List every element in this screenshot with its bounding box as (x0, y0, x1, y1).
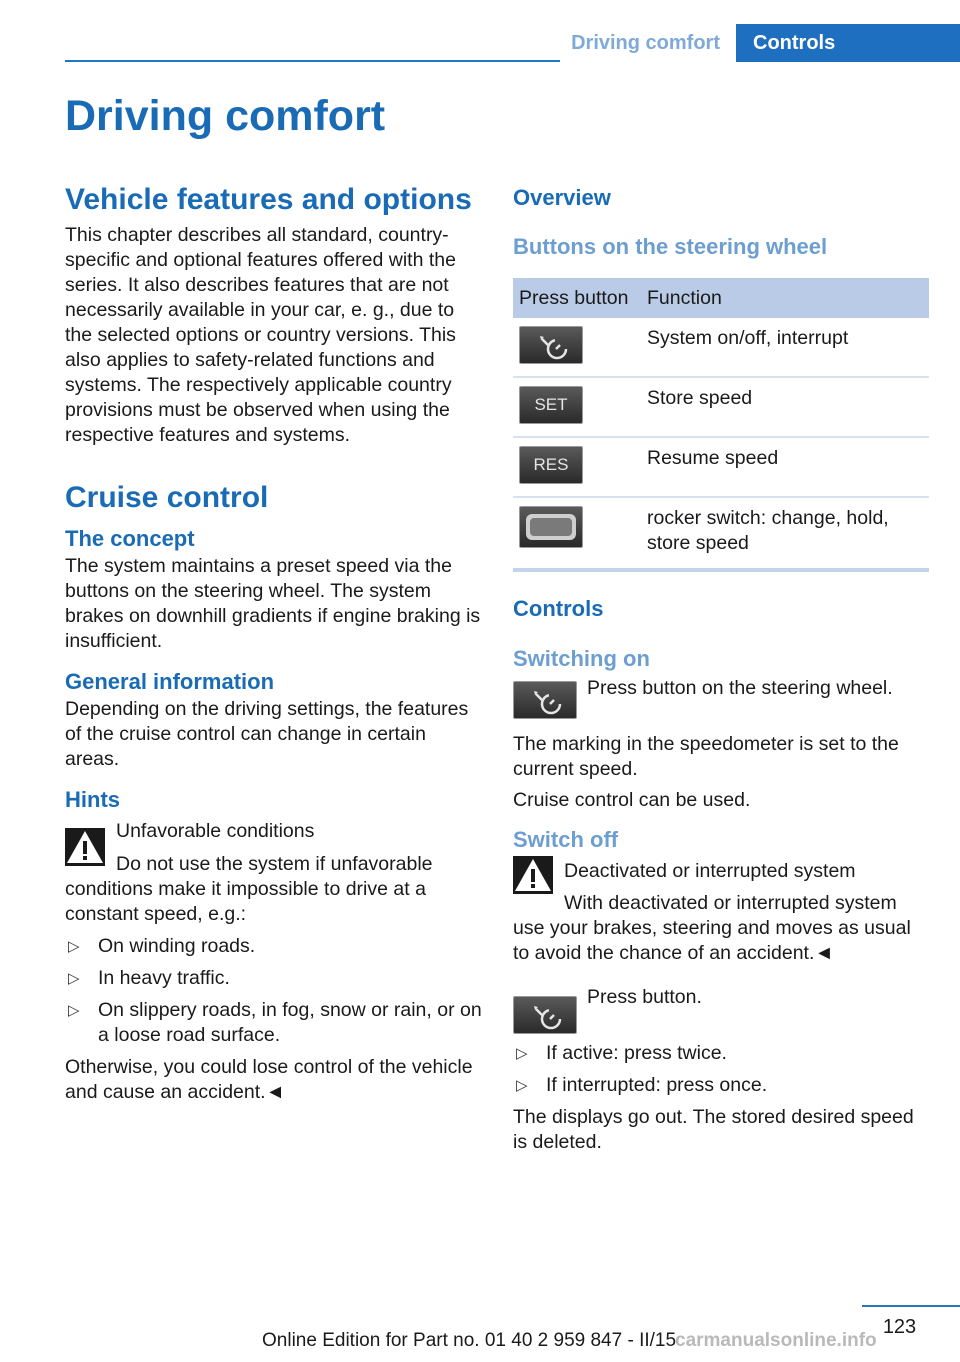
cruise-control-button-icon (519, 326, 583, 364)
cruise-control-button-icon (513, 996, 577, 1034)
table-row (513, 497, 929, 570)
page-number: 123 (882, 1316, 917, 1338)
vehicle-features-heading: Vehicle features and options (65, 183, 472, 216)
function-cell: rocker switch: change, hold, store speed (641, 497, 929, 570)
warning-text-continued: use your brakes, steering and moves as usual to avoid the chance of an accident.◄ (513, 917, 911, 964)
marking-text: The marking in the speedometer is set to the current speed. (513, 733, 899, 780)
list-item: ▷ If interrupted: press once. (516, 1074, 768, 1096)
edition-note: Online Edition for Part no. 01 40 2 959 847 - II/15 (262, 1330, 677, 1351)
right-column (513, 180, 929, 1155)
warning-text-continued: conditions make it impossible to drive at a constant speed, e.g.: (65, 878, 426, 925)
cruise-control-heading: Cruise control (65, 481, 269, 514)
warning-triangle-icon (65, 828, 105, 871)
column-header-function: Function (641, 278, 929, 318)
buttons-table (513, 278, 929, 572)
bullet-triangle-icon: ▷ (68, 1002, 80, 1019)
steering-buttons-heading: Buttons on the steering wheel (513, 234, 828, 259)
warning-title: Deactivated or interrupted system (564, 860, 856, 882)
function-cell: System on/off, interrupt (641, 318, 929, 377)
table-row (513, 437, 929, 497)
table-header-row (513, 278, 929, 318)
vehicle-features-text: This chapter describes all standard, country-specific and optional features offered with the series. It also describes features that are not necessarily available in your car, e. g., due to the selected options or country versions. This also applies to safety-related functions and systems. The respectively applicable country provisions must be observed when using the respective features and systems. (65, 224, 456, 446)
warning-block (513, 859, 929, 966)
column-header-press-button: Press button (513, 278, 641, 318)
breadcrumb-chapter-tab[interactable]: Controls (736, 24, 960, 62)
res-button-icon: RES (519, 446, 583, 484)
press-button-text: Press button. (587, 986, 702, 1008)
list-item: ▷ On winding roads. (68, 935, 256, 957)
breadcrumb-section[interactable]: Driving comfort (560, 24, 736, 62)
warning-triangle-icon (513, 856, 553, 899)
table-row (513, 318, 929, 377)
watermark: carmanualsonline.info (675, 1330, 877, 1351)
set-button-icon: SET (519, 386, 583, 424)
hints-heading: Hints (65, 787, 120, 812)
switch-off-list (513, 1041, 929, 1098)
switching-on-row (513, 676, 929, 722)
press-button-row (513, 985, 929, 1031)
warning-title: Unfavorable conditions (116, 820, 315, 842)
footer-rule (862, 1305, 960, 1307)
rocker-switch-icon (519, 506, 583, 548)
table-row (513, 377, 929, 437)
warning-block (65, 819, 483, 927)
bullet-triangle-icon: ▷ (68, 938, 80, 955)
list-item: ▷ In heavy traffic. (68, 967, 230, 989)
cruise-control-button-icon (513, 681, 577, 719)
bullet-triangle-icon: ▷ (68, 970, 80, 987)
function-cell: Store speed (641, 377, 929, 437)
accident-warning-text: Otherwise, you could lose control of the vehicle and cause an accident.◄ (65, 1056, 473, 1103)
switching-on-text: Press button on the steering wheel. (587, 677, 893, 699)
bullet-triangle-icon: ▷ (516, 1077, 528, 1094)
controls-heading: Controls (513, 596, 604, 621)
switch-off-heading: Switch off (513, 827, 619, 852)
warning-text-first-line: With deactivated or interrupted system (564, 892, 897, 914)
general-info-text: Depending on the driving settings, the features of the cruise control can change in certain areas. (65, 698, 469, 770)
warning-text-first-line: Do not use the system if unfavorable (116, 853, 433, 875)
can-be-used-text: Cruise control can be used. (513, 789, 751, 811)
list-item: ▷ On slippery roads, in fog, snow or rain, or on a loose road surface. (68, 999, 482, 1046)
overview-heading: Overview (513, 185, 611, 210)
concept-text: The system maintains a preset speed via the buttons on the steering wheel. The system brakes on downhill gradients if engine braking is insufficient. (65, 555, 481, 652)
left-column (65, 180, 483, 1105)
concept-heading: The concept (65, 526, 195, 551)
conditions-list (65, 934, 483, 1048)
general-info-heading: General information (65, 669, 275, 694)
bullet-triangle-icon: ▷ (516, 1045, 528, 1062)
list-item: ▷ If active: press twice. (516, 1042, 727, 1064)
displays-text: The displays go out. The stored desired speed is deleted. (513, 1106, 914, 1153)
page-title: Driving comfort (65, 92, 386, 140)
function-cell: Resume speed (641, 437, 929, 497)
switching-on-heading: Switching on (513, 646, 650, 671)
